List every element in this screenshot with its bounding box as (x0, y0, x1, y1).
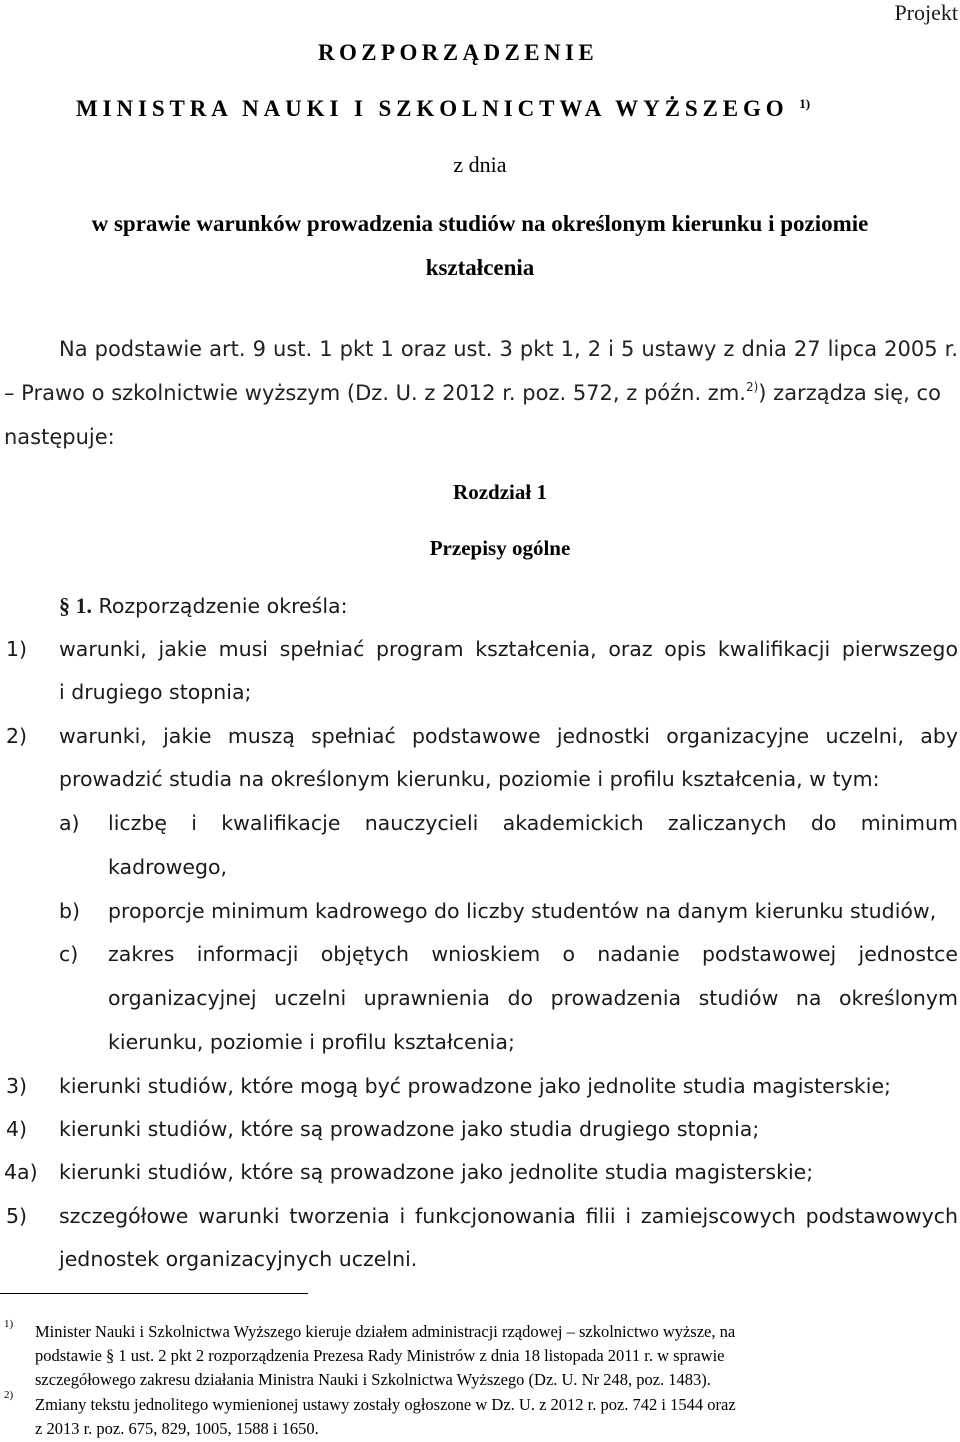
footnote-separator (0, 1293, 308, 1294)
item-5-line-2: jednostek organizacyjnych uczelni. (59, 1247, 418, 1271)
intro-line-3: następuje: (4, 425, 115, 449)
subject-line-1: w sprawie warunków prowadzenia studiów na określonym kierunku i poziomie (91, 211, 869, 236)
item-number: 4a) (4, 1160, 38, 1184)
footnote-1-line-2: podstawie § 1 ust. 2 pkt 2 rozporządzenia Prezesa Rady Ministrów z dnia 18 listopada 2011 r. w sprawie (35, 1346, 725, 1365)
item-3-line-1: kierunki studiów, które mogą być prowadzone jako jednolite studia magisterskie; (59, 1074, 891, 1098)
footnote-2-line-1: Zmiany tekstu jednolitego wymienionej ustawy zostały ogłoszone w Dz. U. z 2012 r. poz. 742 i 1544 oraz (35, 1395, 736, 1414)
footnote-1-line-3: szczegółowego zakresu działania Ministra Nauki i Szkolnictwa Wyższego (Dz. U. Nr 248, poz. 1483). (35, 1370, 711, 1389)
item-1-line-2: i drugiego stopnia; (59, 680, 252, 704)
subitem-b-line-1: proporcje minimum kadrowego do liczby studentów na danym kierunku studiów, (108, 899, 937, 923)
chapter-number: Rozdział 1 (453, 480, 547, 504)
intro-text-1: Na podstawie art. 9 ust. 1 pkt 1 oraz ust. 3 pkt 1, 2 i 5 ustawy z dnia 27 lipca 2005 r. (59, 337, 958, 361)
subject-line-2: kształcenia (425, 255, 535, 280)
item-number: 2) (6, 724, 28, 748)
item-number: 3) (6, 1074, 28, 1098)
subitem-letter: c) (59, 942, 79, 966)
subitem-a-line-2: kadrowego, (108, 855, 228, 879)
document-type-title: ROZPORZĄDZENIE (318, 40, 599, 65)
item-5-line-1: szczegółowe warunki tworzenia i funkcjonowania filii i zamiejscowych podstawowych (59, 1204, 958, 1228)
footnote-1-line-1: Minister Nauki i Szkolnictwa Wyższego kieruje działem administracji rządowej – szkolnictwo wyższe, na (35, 1322, 736, 1341)
footnote-ref-2: 2) (745, 380, 759, 394)
paragraph-lead-text: Rozporządzenie określa: (98, 594, 348, 618)
intro-text-2b: ) zarządza się, co (758, 381, 941, 405)
chapter-title: Przepisy ogólne (429, 536, 571, 560)
issuer-name: MINISTRA NAUKI I SZKOLNICTWA WYŻSZEGO (76, 96, 789, 121)
intro-line-1 (59, 337, 958, 361)
item-2-line-1: warunki, jakie muszą spełniać podstawowe jednostki organizacyjne uczelni, aby (59, 724, 958, 748)
paragraph-marker: § 1. (59, 593, 92, 618)
item-1-line-1: warunki, jakie musi spełniać program kształcenia, oraz opis kwalifikacji pierwszego (59, 637, 958, 661)
subitem-letter: b) (59, 899, 81, 923)
intro-line-2 (4, 380, 960, 405)
issuer-title (76, 96, 810, 122)
subitem-letter: a) (59, 811, 80, 835)
item-4-line-1: kierunki studiów, które są prowadzone jako studia drugiego stopnia; (59, 1117, 760, 1141)
footnote-ref-1: 1) (799, 96, 811, 111)
footnote-mark: 1) (4, 1318, 14, 1330)
subitem-c-line-2: organizacyjnej uczelni uprawnienia do prowadzenia studiów na określonym (108, 986, 958, 1010)
item-number: 5) (6, 1204, 28, 1228)
paragraph-1-lead (59, 593, 348, 619)
subitem-a-line-1: liczbę i kwalifikacje nauczycieli akademickich zaliczanych do minimum (108, 811, 958, 835)
intro-text-2a: – Prawo o szkolnictwie wyższym (Dz. U. z 2012 r. poz. 572, z późn. zm. (4, 381, 746, 405)
footnote-2-line-2: z 2013 r. poz. 675, 829, 1005, 1588 i 1650. (35, 1419, 319, 1438)
date-line: z dnia (453, 152, 507, 177)
item-4a-line-1: kierunki studiów, które są prowadzone jako jednolite studia magisterskie; (59, 1160, 814, 1184)
subitem-c-line-1: zakres informacji objętych wnioskiem o nadanie podstawowej jednostce (108, 942, 958, 966)
projekt-label: Projekt (894, 0, 958, 25)
item-2-line-2: prowadzić studia na określonym kierunku, poziomie i profilu kształcenia, w tym: (59, 767, 880, 791)
subitem-c-line-3: kierunku, poziomie i profilu kształcenia; (108, 1030, 515, 1054)
footnote-mark: 2) (4, 1389, 14, 1401)
item-number: 1) (6, 637, 28, 661)
item-number: 4) (6, 1117, 28, 1141)
